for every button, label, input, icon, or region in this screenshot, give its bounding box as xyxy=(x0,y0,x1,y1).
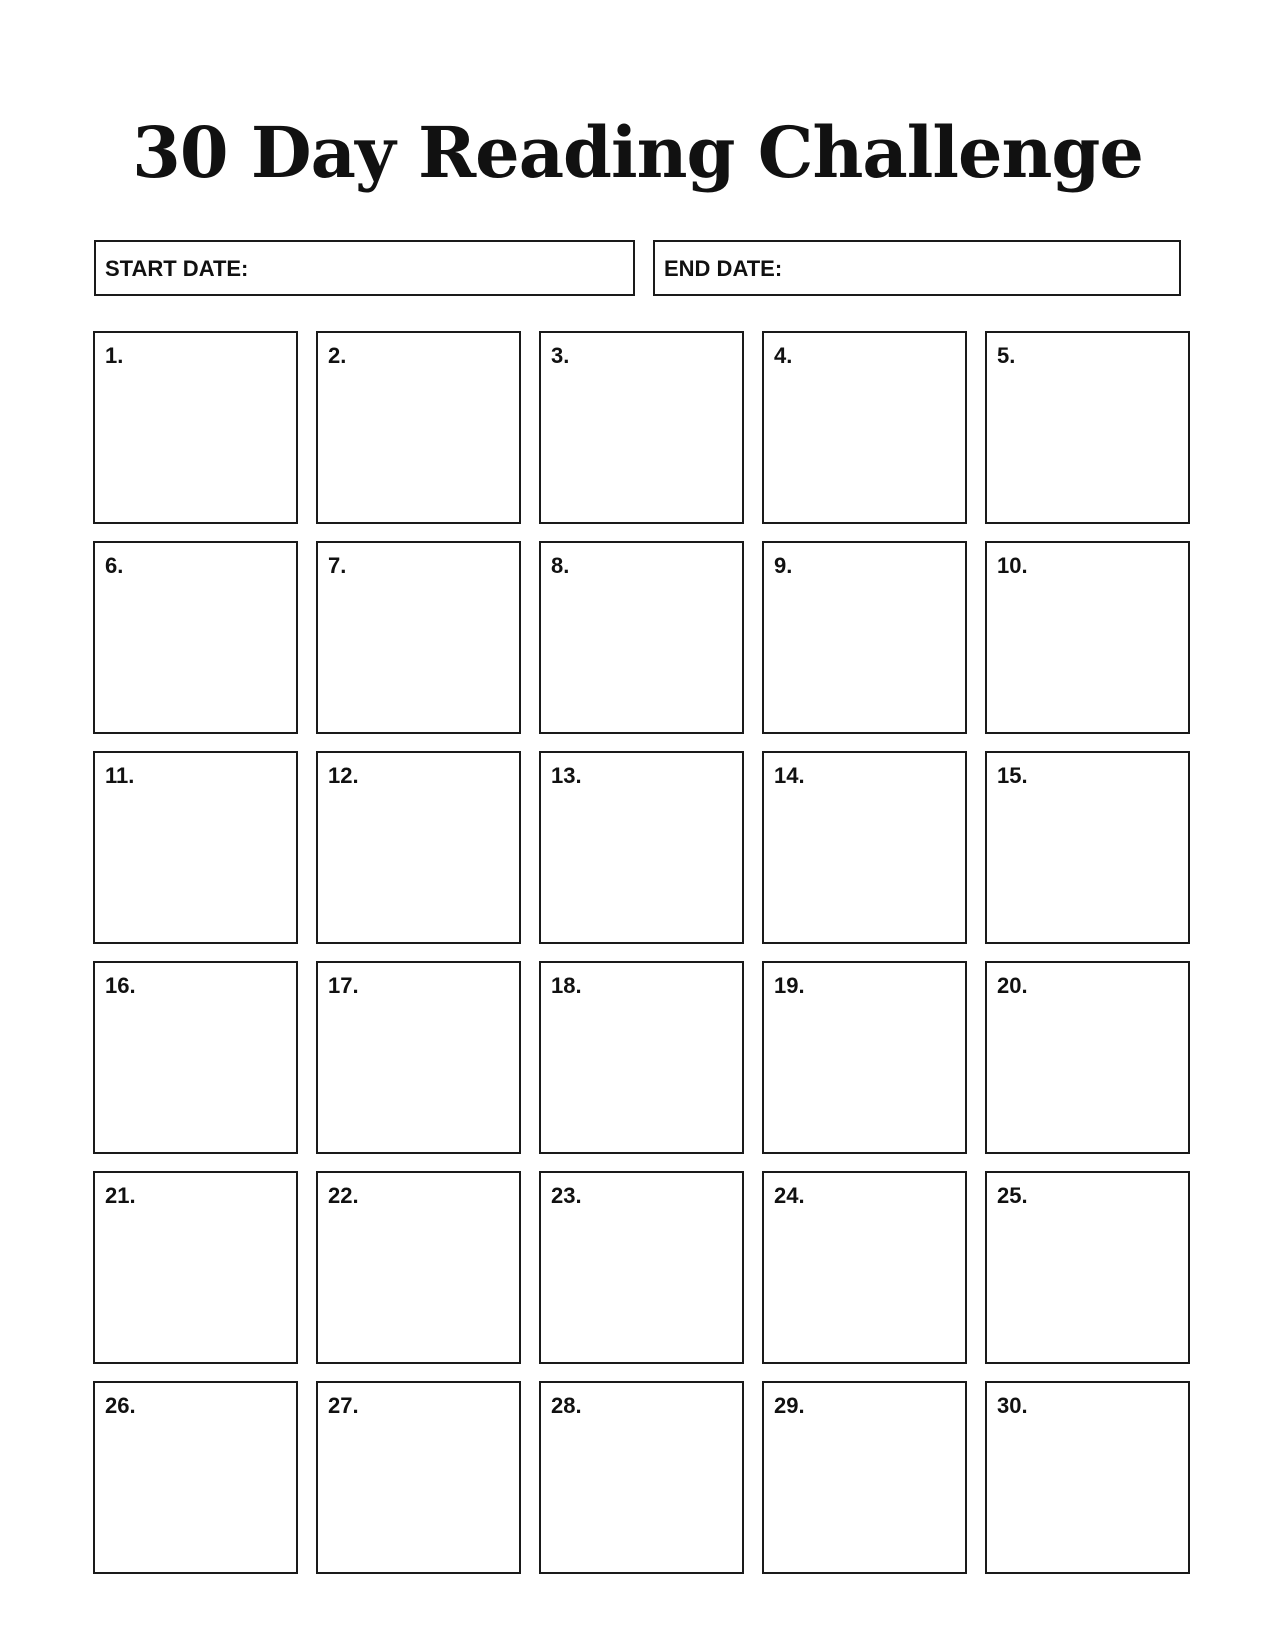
day-box[interactable] xyxy=(762,541,967,734)
day-box[interactable] xyxy=(539,1381,744,1574)
day-box[interactable] xyxy=(762,1171,967,1364)
day-box[interactable] xyxy=(316,961,521,1154)
day-box[interactable] xyxy=(985,1381,1190,1574)
day-box[interactable] xyxy=(539,1171,744,1364)
day-number: 2. xyxy=(328,343,347,368)
day-box[interactable] xyxy=(539,331,744,524)
day-number: 20. xyxy=(997,973,1028,998)
day-number: 24. xyxy=(774,1183,805,1208)
day-box[interactable] xyxy=(93,751,298,944)
end-date-label: END DATE: xyxy=(664,256,783,281)
end-date-field[interactable] xyxy=(653,240,1181,296)
day-number: 11. xyxy=(105,763,135,788)
day-number: 6. xyxy=(105,553,124,578)
day-box[interactable] xyxy=(316,331,521,524)
day-box[interactable] xyxy=(316,541,521,734)
day-box[interactable] xyxy=(762,331,967,524)
day-box[interactable] xyxy=(985,751,1190,944)
day-box[interactable] xyxy=(93,331,298,524)
day-box[interactable] xyxy=(985,961,1190,1154)
day-box[interactable] xyxy=(539,961,744,1154)
day-number: 15. xyxy=(997,763,1028,788)
day-box[interactable] xyxy=(985,541,1190,734)
day-box[interactable] xyxy=(93,1381,298,1574)
day-box[interactable] xyxy=(985,331,1190,524)
start-date-label: START DATE: xyxy=(105,256,249,281)
day-number: 19. xyxy=(774,973,805,998)
day-box[interactable] xyxy=(93,1171,298,1364)
day-number: 16. xyxy=(105,973,136,998)
day-number: 29. xyxy=(774,1393,805,1418)
page-title: 30 Day Reading Challenge xyxy=(132,111,1143,194)
day-number: 5. xyxy=(997,343,1016,368)
day-number: 14. xyxy=(774,763,805,788)
day-number: 23. xyxy=(551,1183,582,1208)
day-box[interactable] xyxy=(539,751,744,944)
day-number: 22. xyxy=(328,1183,359,1208)
day-number: 7. xyxy=(328,553,347,578)
day-number: 10. xyxy=(997,553,1028,578)
day-box[interactable] xyxy=(316,1171,521,1364)
day-number: 9. xyxy=(774,553,793,578)
start-date-field[interactable] xyxy=(94,240,635,296)
day-number: 21. xyxy=(105,1183,136,1208)
day-number: 26. xyxy=(105,1393,136,1418)
day-box[interactable] xyxy=(316,1381,521,1574)
day-box[interactable] xyxy=(316,751,521,944)
day-number: 12. xyxy=(328,763,359,788)
day-number: 30. xyxy=(997,1393,1028,1418)
day-number: 25. xyxy=(997,1183,1028,1208)
day-number: 1. xyxy=(105,343,124,368)
day-box[interactable] xyxy=(762,751,967,944)
day-number: 27. xyxy=(328,1393,359,1418)
day-grid xyxy=(93,331,1189,1574)
day-box[interactable] xyxy=(93,961,298,1154)
day-number: 3. xyxy=(551,343,570,368)
day-number: 28. xyxy=(551,1393,582,1418)
day-box[interactable] xyxy=(93,541,298,734)
day-box[interactable] xyxy=(539,541,744,734)
day-box[interactable] xyxy=(985,1171,1190,1364)
day-number: 4. xyxy=(774,343,793,368)
day-number: 17. xyxy=(328,973,359,998)
day-number: 18. xyxy=(551,973,582,998)
day-number: 8. xyxy=(551,553,570,578)
day-box[interactable] xyxy=(762,1381,967,1574)
day-box[interactable] xyxy=(762,961,967,1154)
day-number: 13. xyxy=(551,763,582,788)
